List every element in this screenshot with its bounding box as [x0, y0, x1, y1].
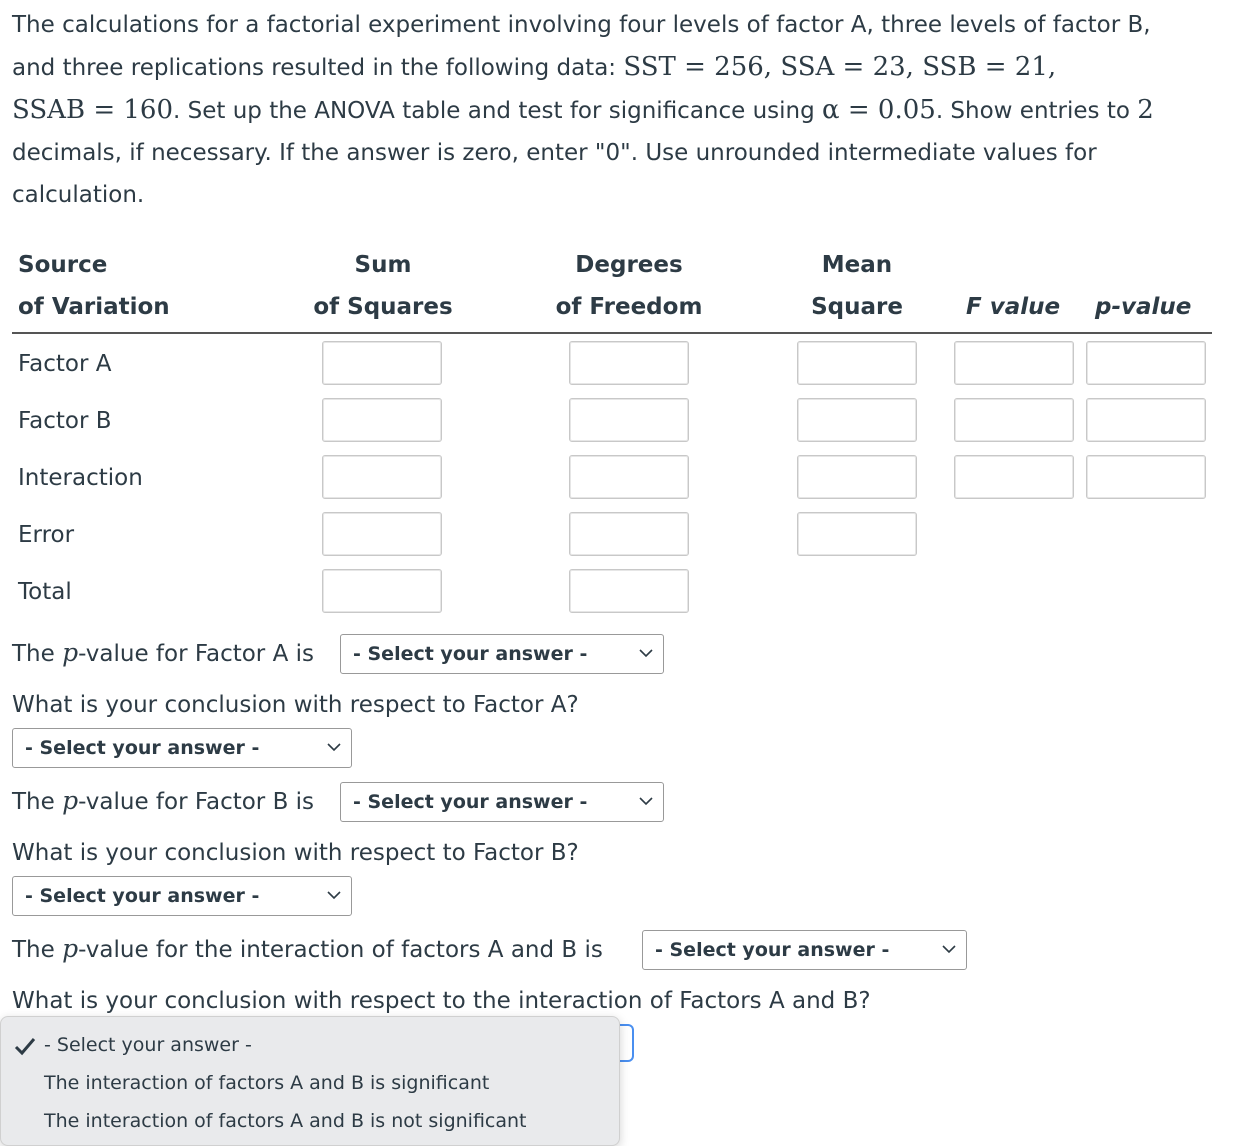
problem-line-4: decimals, if necessary. If the answer is zero, enter "0". Use unrounded intermediate values for: [12, 140, 1097, 166]
factor-b-ms-input[interactable]: [797, 398, 917, 442]
header-sum-of-squares: Sum of Squares: [313, 252, 453, 320]
interaction-df-input[interactable]: [569, 455, 689, 499]
dropdown-option-significant[interactable]: The interaction of factors A and B is significant: [44, 1072, 490, 1094]
alpha: α = 0.05: [822, 95, 936, 125]
problem-line-1: The calculations for a factorial experiment involving four levels of factor A, three levels of factor B,: [12, 12, 1151, 38]
chevron-down-icon: [327, 742, 341, 752]
header-divider: [12, 332, 1212, 334]
conclusion-factor-b-question: What is your conclusion with respect to Factor B?: [12, 840, 579, 866]
factor-b-f-input[interactable]: [954, 398, 1074, 442]
problem-line-5: calculation.: [12, 182, 145, 208]
factor-b-ss-input[interactable]: [322, 398, 442, 442]
error-ms-input[interactable]: [797, 512, 917, 556]
given-sums: SST = 256, SSA = 23, SSB = 21,: [623, 52, 1057, 82]
chevron-down-icon: [942, 944, 956, 954]
factor-b-p-input[interactable]: [1086, 398, 1206, 442]
p-value-interaction-question: The p-value for the interaction of factors A and B is: [12, 934, 603, 963]
problem-line-3: SSAB = 160. Set up the ANOVA table and test for significance using α = 0.05. Show entries to 2: [12, 95, 1154, 125]
chevron-down-icon: [327, 890, 341, 900]
chevron-down-icon: [639, 796, 653, 806]
problem-statement: [12, 4, 1222, 216]
row-label-factor-a: Factor A: [18, 351, 112, 377]
interaction-f-input[interactable]: [954, 455, 1074, 499]
dropdown-option-not-significant[interactable]: The interaction of factors A and B is not significant: [44, 1110, 527, 1132]
header-p-value: p-value: [1095, 294, 1192, 320]
row-label-factor-b: Factor B: [18, 408, 112, 434]
factor-a-ss-input[interactable]: [322, 341, 442, 385]
error-df-input[interactable]: [569, 512, 689, 556]
header-degrees-of-freedom: Degrees of Freedom: [555, 252, 703, 320]
conclusion-factor-a-question: What is your conclusion with respect to Factor A?: [12, 692, 579, 718]
interaction-ms-input[interactable]: [797, 455, 917, 499]
row-label-total: Total: [18, 579, 72, 605]
factor-a-f-input[interactable]: [954, 341, 1074, 385]
checkmark-icon: [14, 1036, 36, 1056]
chevron-down-icon: [639, 648, 653, 658]
total-ss-input[interactable]: [322, 569, 442, 613]
conclusion-interaction-question: What is your conclusion with respect to the interaction of Factors A and B?: [12, 988, 871, 1014]
total-df-input[interactable]: [569, 569, 689, 613]
header-f-value: F value: [966, 294, 1061, 320]
conclusion-factor-b-select[interactable]: - Select your answer -: [12, 876, 352, 916]
factor-a-df-input[interactable]: [569, 341, 689, 385]
p-value-interaction-select[interactable]: - Select your answer -: [642, 930, 967, 970]
row-label-interaction: Interaction: [18, 465, 143, 491]
dropdown-option-placeholder[interactable]: - Select your answer -: [44, 1034, 252, 1056]
factor-a-p-input[interactable]: [1086, 341, 1206, 385]
row-label-error: Error: [18, 522, 75, 548]
p-value-factor-a-question: The p-value for Factor A is: [12, 638, 314, 667]
p-value-factor-b-select[interactable]: - Select your answer -: [340, 782, 664, 822]
problem-line-2: and three replications resulted in the following data: SST = 256, SSA = 23, SSB = 21,: [12, 52, 1057, 82]
conclusion-factor-a-select[interactable]: - Select your answer -: [12, 728, 352, 768]
header-source: Source of Variation: [18, 252, 170, 320]
p-value-factor-b-question: The p-value for Factor B is: [12, 786, 315, 815]
error-ss-input[interactable]: [322, 512, 442, 556]
p-value-factor-a-select[interactable]: - Select your answer -: [340, 634, 664, 674]
factor-a-ms-input[interactable]: [797, 341, 917, 385]
factor-b-df-input[interactable]: [569, 398, 689, 442]
interaction-p-input[interactable]: [1086, 455, 1206, 499]
header-mean-square: Mean Square: [811, 252, 903, 320]
interaction-ss-input[interactable]: [322, 455, 442, 499]
